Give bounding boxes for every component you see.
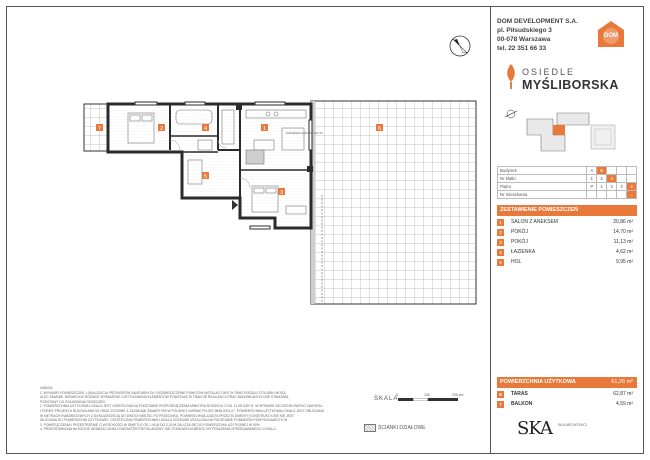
room-row: 5 HOL 9,95 m² xyxy=(497,258,637,267)
scale-mark: 0 xyxy=(396,393,398,397)
svg-text:5: 5 xyxy=(203,173,208,180)
legend-partition-walls: ŚCIANKI DZIAŁOWE xyxy=(378,425,426,431)
rooms-header: ZESTAWIENIE POMIESZCZEŃ xyxy=(497,205,637,216)
svg-text:7: 7 xyxy=(97,125,102,132)
company-city: 00-078 Warszawa xyxy=(497,36,551,43)
extra-area-row: 6 TARAS 62,87 m² xyxy=(497,390,637,399)
terrace xyxy=(311,101,476,304)
location-row-staircase: Nr klatki 1 2 3 xyxy=(498,175,637,183)
dom-logo xyxy=(597,20,625,48)
svg-text:4: 4 xyxy=(203,125,208,132)
scale-mark: 100 xyxy=(424,393,430,397)
room-row: 2 POKÓJ 14,70 m² xyxy=(497,228,637,237)
location-row-floor: Piętro P 1 2 3 4 xyxy=(498,183,637,191)
room-label xyxy=(261,124,268,132)
room-row: 1 SALON Z ANEKSEM 20,86 m² xyxy=(497,218,637,227)
site-plan-thumbnail xyxy=(497,105,637,160)
room-row: 3 POKÓJ 11,13 m² xyxy=(497,238,637,247)
svg-text:DOM: DOM xyxy=(604,33,618,39)
scale-bar xyxy=(398,398,458,401)
company-phone: tel. 22 351 66 33 xyxy=(497,45,547,52)
location-row-apartment: Nr mieszkania ... xyxy=(498,191,637,199)
notes: UWAGA: 1. WYMIARY POMIESZCZEŃ, LOKALIZACJA PRZYBORÓW SANITARNYCH, ROZMIESZCZENIE PUNKTÓW INSTALACYJNYCH ORAZ RODZAJ STOLARKI MOGĄ ULEC ZMIANIE. NIEWIELKIE RÓŻNICE WYMIARÓW I USYTUOWANIA ELEMENTÓW POWSTAŁE W TRAKCIE REALIZACJI PRAC BUDOWLANYCH NIE STANOWIĄ PODSTAWY DO ZGŁASZANIA ROSZCZEŃ. 2. POWIERZCHNIA UŻYTKOWA LOKALU JEST OKREŚLONA NA PODSTAWIE ROZPORZĄDZENIA MINISTRA ROZWOJU Z DN. 11.09.2020 R. W SPRAWIE SZCZEGÓŁOWEGO ZAKRESU I FORMY PROJEKTU BUDOWLANEGO ORAZ ZGODNIE Z ZASADAMI ZAWARTYMI W POLSKIEJ NORMIE PN-ISO 9836:2022-07. POWIERZCHNIA UŻYTKOWA LOKALU JEST OBLICZANA W METRACH KWADRATOWYCH Z DOKŁADNOŚCIĄ DO DWÓCH MIEJSC PO PRZECINKU. POWIERZCHNIA ZAJĘTA PRZEZ ELEMENTY KONSTRUKCYJNE NIE JEST WLICZANA DO POWIERZCHNI UŻYTKOWEJ. OSTATECZNA POWIERZCHNIA LOKALU ZOSTANIE USTALONA NA PODSTAWIE POMIARÓW POWYKONAWCZYCH. 3. POMIESZCZENIA I PRZESTRZENIE O WYSOKOŚCI W ŚWIETLE OD 1,40 M DO 2,20 M ZALICZA SIĘ DO POWIERZCHNI UŻYTKOWEJ W 50%. 4. PRZEDSTAWIONA NA RZUCIE ARANŻACJA MA CHARAKTER PRZYKŁADOWY, NIE STANOWI ELEMENTU WYPOSAŻENIA SPRZEDAWANEGO LOKALU. xyxy=(40,386,324,432)
plan-note: KUCHENKA GAZOWA / PŁYTA xyxy=(286,132,323,135)
svg-text:2: 2 xyxy=(159,125,164,132)
company-info xyxy=(497,17,607,53)
usable-area-bar: POWIERZCHNIA UŻYTKOWA 61,26 m² xyxy=(497,377,637,388)
company-street: pl. Piłsudskiego 3 xyxy=(497,27,552,34)
apartment-walls xyxy=(108,104,313,228)
ska-subtitle: SKA ARCHITEKCI xyxy=(558,423,587,427)
room-label xyxy=(202,172,209,180)
svg-text:1: 1 xyxy=(262,125,267,132)
brand-logo xyxy=(505,62,517,90)
room-label xyxy=(376,124,383,132)
scale-mark: 200 cm xyxy=(452,393,464,397)
north-compass-icon xyxy=(448,34,472,58)
company-name: DOM DEVELOPMENT S.A. xyxy=(497,18,578,25)
partition-walls-hatch-icon xyxy=(364,424,376,432)
entrance-arrow-icon xyxy=(232,200,238,210)
room-label xyxy=(278,188,285,196)
room-row: 4 ŁAZIENKA 4,62 m² xyxy=(497,248,637,257)
location-table xyxy=(497,166,637,199)
panel-divider xyxy=(490,6,491,454)
location-row-building: Budynek A B xyxy=(498,167,637,175)
room-label xyxy=(202,124,209,132)
brand-title: MYŚLIBORSKA xyxy=(522,78,619,92)
ska-logo: SKA xyxy=(517,418,553,439)
extra-area-row: 7 BALKON 4,59 m² xyxy=(497,400,637,409)
svg-text:3: 3 xyxy=(279,189,284,196)
scale-label: SKALA xyxy=(374,396,399,402)
room-label xyxy=(158,124,165,132)
brand-subtitle: OSIEDLE xyxy=(522,67,576,77)
room-label xyxy=(96,124,103,132)
svg-text:6: 6 xyxy=(377,125,382,132)
